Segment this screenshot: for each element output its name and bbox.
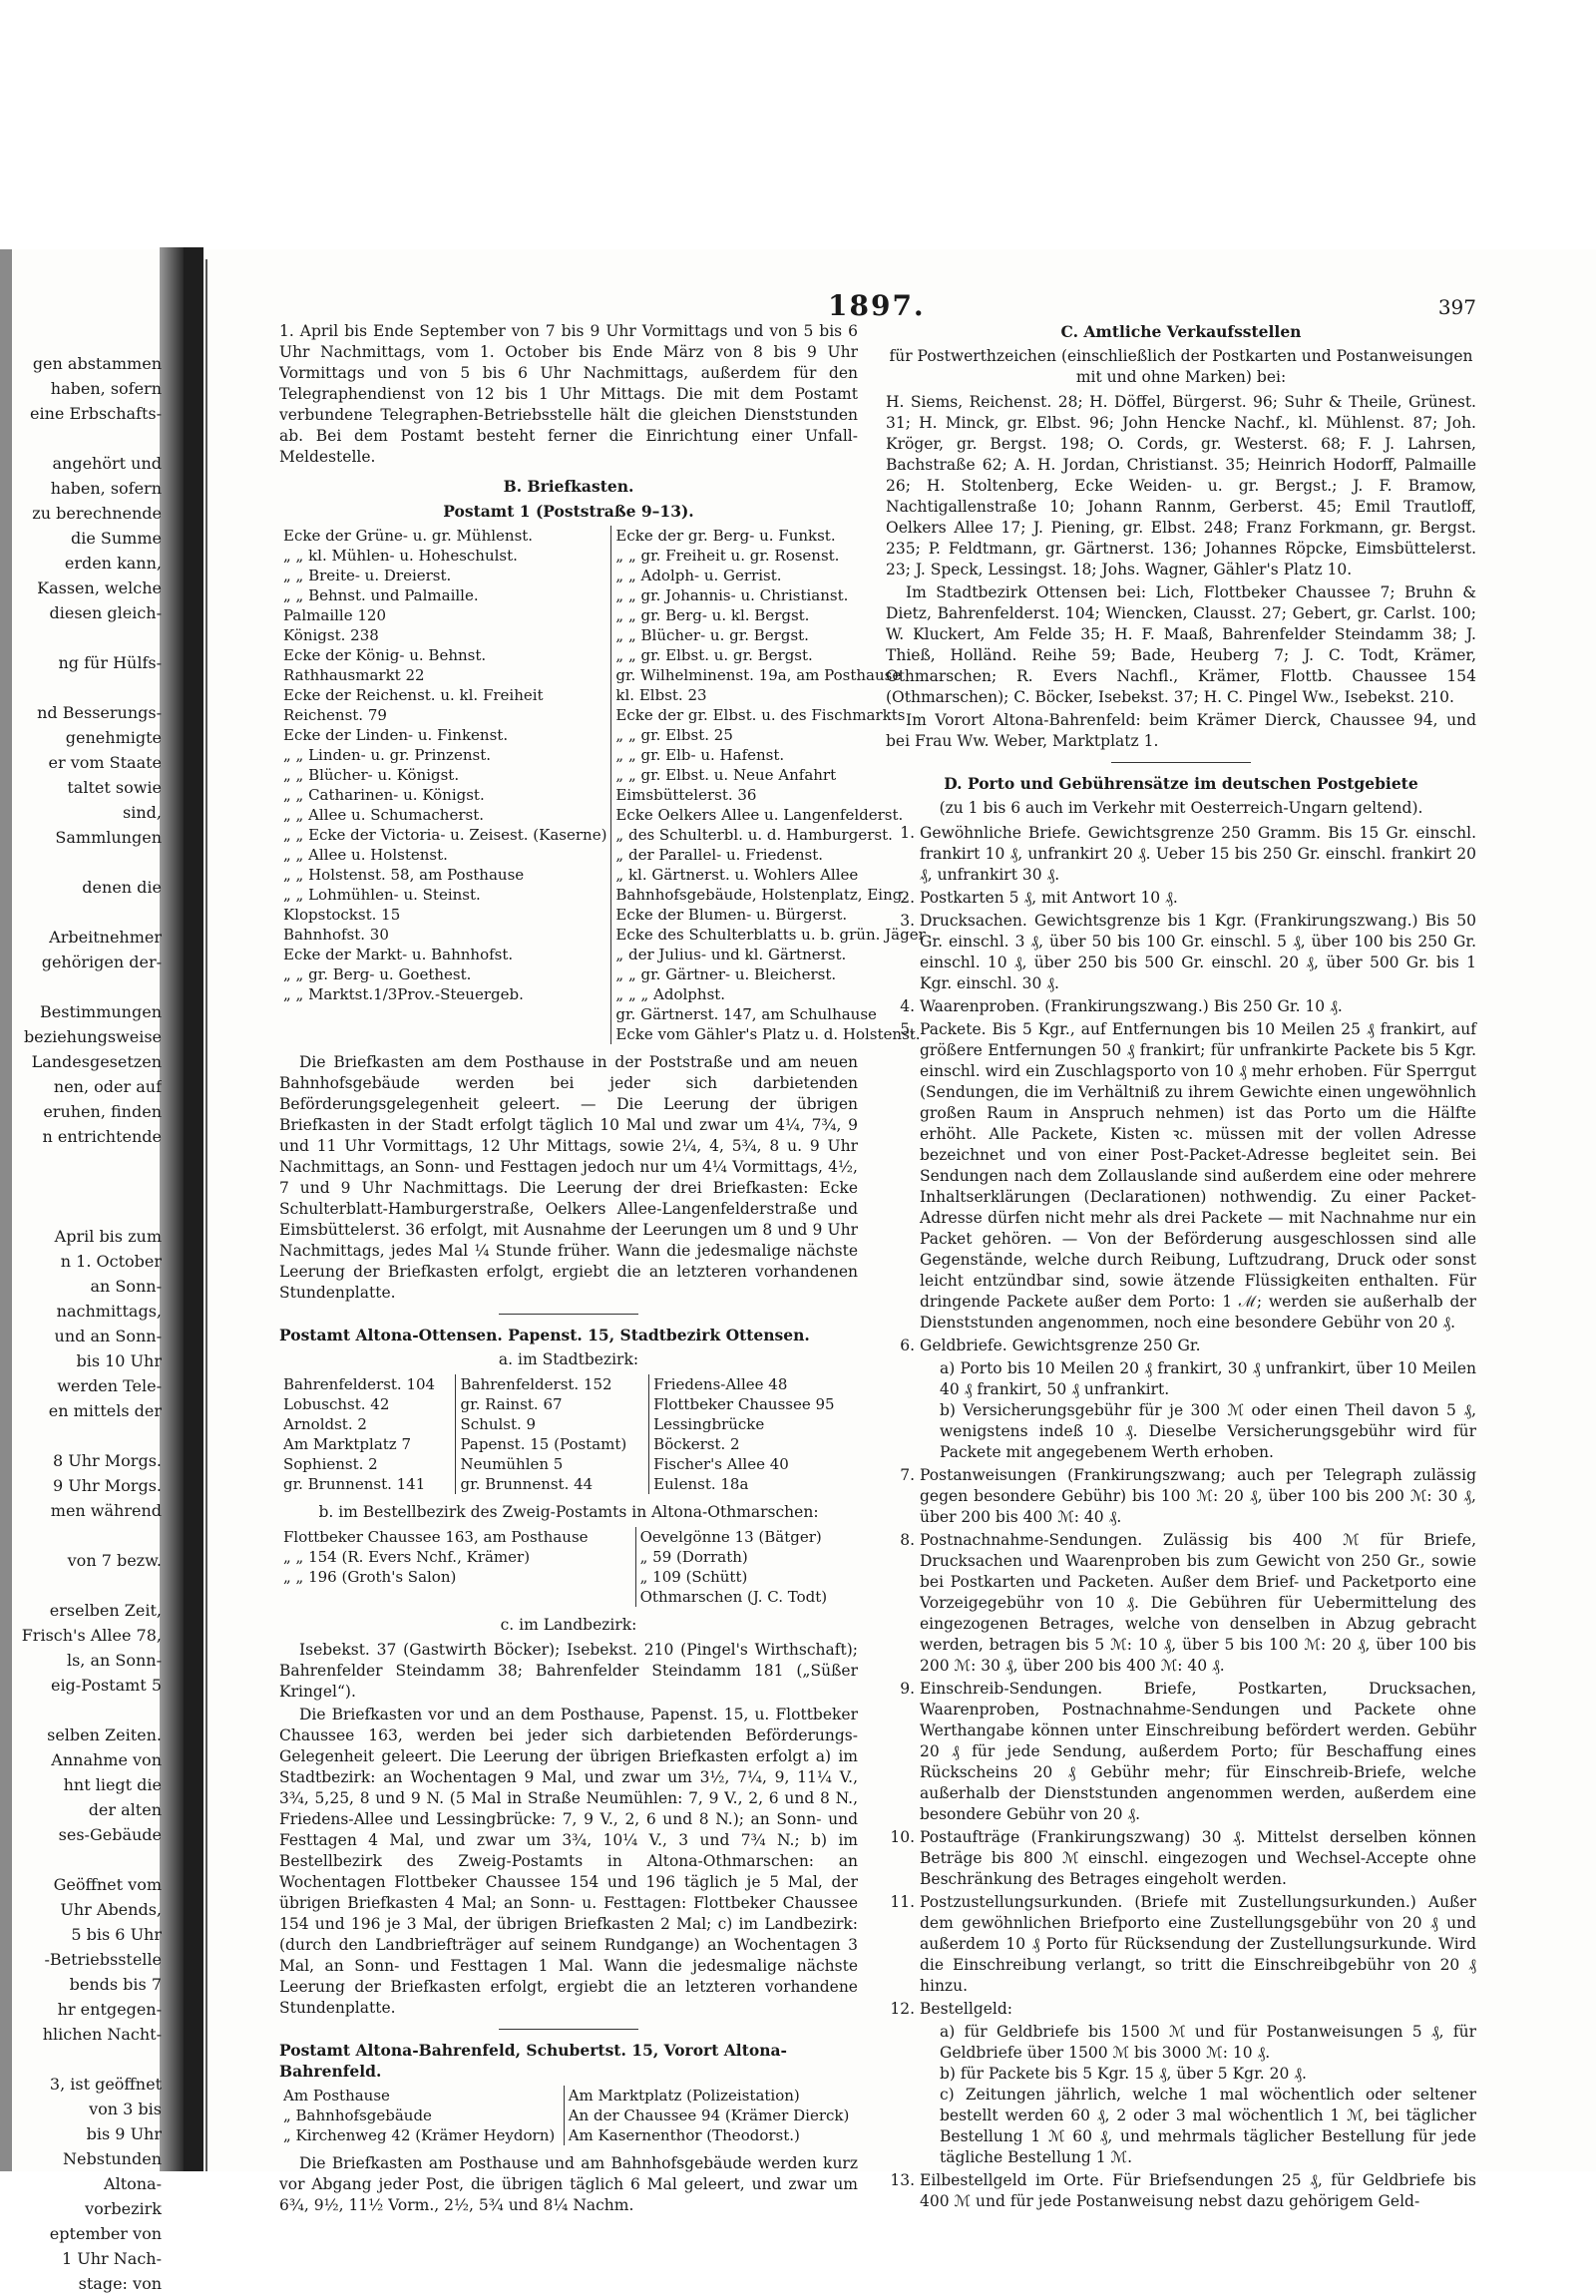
left-page-line — [12, 426, 162, 451]
left-page-line — [12, 1523, 162, 1548]
porto-item — [920, 1679, 1476, 1825]
book-spine-shadow — [160, 247, 184, 2171]
left-page-line: werden Tele- — [57, 1376, 162, 1395]
porto-item-text: 9. Einschreib-Sendungen. Briefe, Postkarten, Drucksachen, Waarenproben, Postnachnahme-Sendungen und Packete ohne Werthangabe können unter Einschreibung befördert werden. Gebühr 20 ₰ für jede Sendung, außerdem Porto; für Beschaffung eines Rückscheins 20 ₰ Gebühr mehr; für Einschreib-Briefe, welche außerhalb der Dienststunden angenommen werden, außerdem eine besondere Gebühr von 20 ₰. — [920, 1680, 1476, 1823]
mailbox-location: „ „ gr. Gärtner- u. Bleicherst. — [615, 965, 837, 983]
mailbox-location: Ecke der König- u. Behnst. — [283, 646, 487, 664]
mailbox-location: „ „ Blücher- u. Königst. — [283, 766, 460, 784]
mailbox-location: Neumühlen 5 — [460, 1455, 564, 1473]
intro-paragraph: 1. April bis Ende September von 7 bis 9 Uhr Vormittags und von 5 bis 6 Uhr Nachmittags, vom 1. October bis Ende März von 8 bis 9 Uhr Vormittags und von 5 bis 6 Uhr Nachmittags, außerdem für den Telegraphendienst von 12 bis 1 Uhr Mittags. Die mit dem Postamt verbundene Telegraphen-Betriebsstelle hält die gleichen Dienststunden ab. Bei dem Postamt besteht ferner die Einrichtung einer Unfall-Meldestelle. — [279, 322, 858, 466]
mailbox-location: gr. Gärtnerst. 147, am Schulhause — [615, 1005, 877, 1023]
mailbox-location: Eimsbüttelerst. 36 — [615, 786, 757, 804]
left-page-line: bis 10 Uhr — [76, 1351, 162, 1370]
mailbox-location: „ „ gr. Elbst. u. Neue Anfahrt — [615, 766, 837, 784]
left-page-line: sind, — [123, 803, 162, 822]
left-page-line: gen abstammen — [32, 354, 162, 373]
mailbox-location: „ „ gr. Elb- u. Hafenst. — [615, 746, 785, 764]
othmarschen-heading: b. im Bestellbezirk des Zweig-Postamts in Altona-Othmarschen: — [318, 1503, 819, 1521]
mailbox-location: gr. Wilhelminenst. 19a, am Posthause — [615, 666, 902, 684]
left-page-line: n 1. October — [60, 1252, 162, 1271]
left-page-line — [12, 675, 162, 700]
porto-item-text: 3. Drucksachen. Gewichtsgrenze bis 1 Kgr. (Frankirungszwang.) Bis 50 Gr. einschl. 3 ₰, über 50 bis 100 Gr. einschl. 5 ₰, über 100 bis 250 Gr. einschl. 10 ₰, über 250 bis 500 Gr. einschl. 20 ₰, über 500 Gr. bis 1 Kgr. einschl. 30 ₰. — [920, 912, 1476, 992]
othmarschen-list-left — [279, 1527, 635, 1607]
section-c-subheading: für Postwerthzeichen (einschließlich der Postkarten und Postanweisungen mit und ohne Marken) bei: — [889, 347, 1473, 386]
porto-item — [920, 1999, 1476, 2168]
porto-item-text: 11. Postzustellungsurkunden. (Briefe mit Zustellungsurkunden.) Außer dem gewöhnlichen Briefporto eine Zustellungsgebühr von 20 ₰ und außerdem 10 ₰ Porto für Rücksendung der Zustellungsurkunde. Wird die Einschreibung verlangt, so tritt die Einschreibgebühr von 20 ₰ hinzu. — [920, 1893, 1476, 1995]
leerung-paragraph-3: Die Briefkasten am Posthause und am Bahnhofsgebäude werden kurz vor Abgang jeder Post, die übrigen täglich 6 Mal geleert, und zwar um 6¾, 9½, 11½ Vorm., 2½, 5¾ und 8¼ Nachm. — [279, 2154, 858, 2214]
mailbox-location: „ „ kl. Mühlen- u. Hoheschulst. — [283, 547, 518, 565]
mailbox-location: „ „ Linden- u. gr. Prinzenst. — [283, 746, 491, 764]
mailbox-location: Sophienst. 2 — [283, 1455, 378, 1473]
left-page-line: vorbezirk — [85, 2199, 162, 2218]
mailbox-location: „ 109 (Schütt) — [639, 1568, 748, 1586]
page-year: 1897. — [828, 289, 926, 322]
left-page-line: nachmittags, — [56, 1302, 162, 1321]
left-page-line: haben, sofern — [50, 379, 162, 398]
left-page-line: ls, an Sonn- — [66, 1651, 162, 1670]
verkauf-ottensen: Im Stadtbezirk Ottensen bei: Lich, Flottbeker Chaussee 7; Bruhn & Dietz, Bahrenfelderst. 104; Wiencken, Clausst. 27; Gebert, gr. Carlst. 100; W. Kluckert, Am Felde 35; H. F. Maaß, Bahrenfelder Steindamm 38; J. Thieß, Holländ. Reihe 59; Bade, Heuberg 7; J. C. Todt, Krämer, Othmarschen; R. Evers Nachfl., Krämer, Flottb. Chaussee 154 (Othmarschen); C. Böcker, Isebekst. 37; H. C. Pingel Ww., Isebekst. 210. — [886, 583, 1476, 706]
verkauf-altona: H. Siems, Reichenst. 28; H. Döffel, Bürgerst. 96; Suhr & Theile, Grünest. 31; H. Minck, gr. Elbst. 96; John Hencke Nachf., kl. Mühlenst. 87; Joh. Kröger, gr. Bergst. 198; O. Cords, gr. Westerst. 68; F. J. Lahrsen, Bachstraße 62; A. H. Jordan, Christianst. 35; Heinrich Hodorff, Palmaille 26; H. Stoltenberg, Ecke Weiden- u. gr. Bergst.; J. F. Bramow, Nachtigallenstraße 10; Johann Rannm, Gerberst. 45; Emil Trautloff, Oelkers Allee 17; J. Piening, gr. Elbst. 248; Franz Forkmann, gr. Bergst. 235; P. Feldtmann, gr. Gärtnerst. 136; Johannes Röpcke, Eimsbüttelerst. 23; J. Speck, Lessingst. 18; Johs. Wagner, Gähler's Platz 10. — [886, 393, 1476, 578]
mailbox-location: Oevelgönne 13 (Bätger) — [639, 1528, 822, 1546]
left-page-line: eptember von — [49, 2224, 162, 2243]
mailbox-location: Am Marktplatz 7 — [283, 1435, 411, 1453]
mailbox-location: Königst. 238 — [283, 626, 379, 644]
bahrenfeld-mailboxes — [279, 2086, 858, 2145]
mailbox-location: Arnoldst. 2 — [283, 1415, 367, 1433]
porto-item-text: 13. Eilbestellgeld im Orte. Für Briefsendungen 25 ₰, für Geldbriefe bis 400 ℳ und für jede Postanweisung nebst dazu gehörigem Geld- — [920, 2171, 1476, 2210]
left-page-line: er vom Staate — [48, 753, 162, 772]
left-page-line: Uhr Abends, — [60, 1900, 162, 1919]
mailbox-location: „ „ 196 (Groth's Salon) — [283, 1568, 457, 1586]
mailbox-location: Fischer's Allee 40 — [653, 1455, 789, 1473]
porto-item — [920, 1827, 1476, 1890]
mailbox-location: „ „ Ecke der Victoria- u. Zeisest. (Kaserne) — [283, 826, 607, 844]
mailbox-location: „ „ „ Adolphst. — [615, 985, 726, 1003]
ottensen-mailboxes — [279, 1374, 858, 1494]
postamt-1-list-left — [279, 526, 611, 1044]
left-page-line: 5 bis 6 Uhr — [71, 1925, 162, 1944]
mailbox-location: „ „ gr. Johannis- u. Christianst. — [615, 586, 849, 604]
mailbox-location: Bahnhofsgebäude, Holstenplatz, Eing. — [615, 886, 908, 904]
left-column — [279, 321, 926, 2218]
right-column — [886, 321, 1476, 2216]
porto-item — [920, 996, 1476, 1017]
left-page-line: Annahme von — [51, 1750, 162, 1769]
left-page-line: ses-Gebäude — [58, 1825, 162, 1844]
mailbox-location: Am Posthause — [283, 2087, 390, 2105]
left-page-line: die Summe — [71, 529, 162, 548]
left-page-line: beziehungsweise — [23, 1027, 162, 1046]
postamt-1-list-right — [611, 526, 930, 1044]
left-page-line: hlichen Nacht- — [42, 2025, 162, 2044]
left-page-line: erden kann, — [64, 554, 162, 573]
porto-subitem: b) Versicherungsgebühr für je 300 ℳ oder einen Theil davon 5 ₰, wenigstens indeß 10 ₰. Dieselbe Versicherungsgebühr wird für Packete mit angegebenem Werth erhoben. — [940, 1401, 1476, 1461]
left-page-line: Bestimmungen — [40, 1002, 162, 1021]
left-page-line: haben, sofern — [50, 479, 162, 498]
left-page-line: und an Sonn- — [54, 1327, 162, 1345]
left-page-line — [12, 1199, 162, 1224]
mailbox-location: „ „ gr. Elbst. u. gr. Bergst. — [615, 646, 813, 664]
mailbox-location: Friedens-Allee 48 — [653, 1375, 788, 1393]
left-page-line — [12, 625, 162, 650]
divider — [1111, 762, 1251, 763]
left-page-line: eig-Postamt 5 — [50, 1676, 162, 1695]
postamt-ottensen-heading: Postamt Altona-Ottensen. Papenst. 15, Stadtbezirk Ottensen. — [279, 1326, 810, 1344]
porto-item — [920, 1530, 1476, 1677]
left-page-line — [12, 900, 162, 925]
section-b-heading: B. Briefkasten. — [503, 477, 634, 496]
left-page-line: Altona- — [104, 2174, 162, 2193]
mailbox-location: Eulenst. 18a — [653, 1475, 749, 1493]
leerung-paragraph-2: Die Briefkasten vor und an dem Posthause, Papenst. 15, u. Flottbeker Chaussee 163, werden bei jeder sich darbietenden Beförderungs-Gelegenheit geleert. Die Leerung der übrigen Briefkasten erfolgt a) im Stadtbezirk: an Wochentagen 9 Mal, und zwar um 3½, 7¼, 9, 11¼ V., 3¾, 5,25, 8 und 9 N. (5 Mal in Straße Neumühlen: 7, 9 V., 2, 6 und 8 N., Friedens-Allee und Lessingbrücke: 7, 9 V., 2, 6 und 8 N.); an Sonn- und Festtagen 4 Mal, und zwar um 3¾, 10¼ V., 3 und 7¾ N.; b) im Bestellbezirk des Zweig-Postamts in Altona-Othmarschen: an Wochentagen Flottbeker Chaussee 154 und 196 täglich je 5 Mal, der übrigen Briefkasten 4 Mal; an Sonn- u. Festtagen: Flottbeker Chaussee 154 und 196 je 3 Mal, der übrigen Briefkasten 2 Mal; c) im Landbezirk: (durch den Landbriefträger auf seinem Rundgange) an Wochentagen 3 Mal, an Sonn- und Festtagen 1 Mal. Wann die jedesmalige nächste Leerung der Briefkasten erfolgt, ergiebt die an letzteren vorhandene Stundenplatte. — [279, 1706, 858, 2017]
mailbox-location: Bahrenfelderst. 152 — [460, 1375, 612, 1393]
porto-item — [920, 1336, 1476, 1463]
porto-item — [920, 2170, 1476, 2212]
porto-subitem: a) Porto bis 10 Meilen 20 ₰ frankirt, 30 ₰ unfrankirt, über 10 Meilen 40 ₰ frankirt, 50 ₰ unfrankirt. — [940, 1359, 1476, 1398]
left-page-line — [12, 1573, 162, 1598]
mailbox-location: gr. Brunnenst. 44 — [460, 1475, 594, 1493]
left-page-line: Arbeitnehmer — [49, 928, 162, 947]
page-number: 397 — [1437, 295, 1476, 319]
mailbox-location: Ecke der Reichenst. u. kl. Freiheit — [283, 686, 544, 704]
left-page-line: selben Zeiten. — [47, 1725, 162, 1744]
porto-item — [920, 1892, 1476, 1997]
book-spine — [184, 247, 203, 2171]
mailbox-location: Schulst. 9 — [460, 1415, 537, 1433]
landbezirk-text: Isebekst. 37 (Gastwirth Böcker); Isebekst. 210 (Pingel's Wirthschaft); Bahrenfelder Steindamm 38; Bahrenfelder Steindamm 181 („Süßer Kringel“). — [279, 1641, 858, 1701]
mailbox-location: Ecke der gr. Berg- u. Funkst. — [615, 527, 836, 545]
top-margin — [0, 0, 1596, 249]
mailbox-location: „ „ Blücher- u. gr. Bergst. — [615, 626, 809, 644]
section-d-heading: D. Porto und Gebührensätze im deutschen Postgebiete — [944, 774, 1418, 793]
mailbox-location: „ „ Lohmühlen- u. Steinst. — [283, 886, 481, 904]
mailbox-location: „ „ Catharinen- u. Königst. — [283, 786, 485, 804]
left-page-line: ng für Hülfs- — [58, 653, 162, 672]
left-page-line — [12, 1423, 162, 1448]
left-page-line: Nebstunden — [63, 2149, 162, 2168]
mailbox-location: Ecke der Markt- u. Bahnhofst. — [283, 946, 514, 963]
mailbox-location: Am Marktplatz (Polizeistation) — [568, 2087, 800, 2105]
porto-subitem: c) Zeitungen jährlich, welche 1 mal wöchentlich oder seltener bestellt werden 60 ₰, 2 oder 3 mal wöchentlich 1 ℳ, bei täglicher Bestellung 1 ℳ 60 ₰, und mehrmals täglicher Bestellung für jede tägliche Bestellung 1 ℳ. — [940, 2086, 1476, 2166]
left-page-line: von 7 bezw. — [67, 1551, 162, 1570]
mailbox-location: gr. Brunnenst. 141 — [283, 1475, 426, 1493]
left-page-line: eine Erbschafts- — [30, 404, 162, 423]
divider — [499, 2029, 638, 2030]
left-page-line: en mittels der — [48, 1401, 162, 1420]
mailbox-location: Ecke der Blumen- u. Bürgerst. — [615, 906, 848, 924]
leerung-paragraph-1: Die Briefkasten am dem Posthause in der Poststraße und am neuen Bahnhofsgebäude werden bei jeder sich darbietenden Beförderungsgelegenheit geleert. — Die Leerung der übrigen Briefkasten in der Stadt erfolgt täglich 10 Mal und zwar um 4¼, 7¾, 9 und 11 Uhr Vormittags, 12 Uhr Mittags, sowie 2¼, 4, 5¾, 8 u. 9 Uhr Nachmittags, an Sonn- und Festtagen jedoch nur um 4¼ Vormittags, 4½, 7 und 9 Uhr Nachmittags. Die Leerung der drei Briefkasten: Ecke Schulterblatt-Hamburgerstraße, Oelkers Allee-Langenfelderstraße und Eimsbüttelerst. 36 erfolgt, mit Ausnahme der Leerungen um 8 und 9 Uhr Nachmittags, jedes Mal ¼ Stunde früher. Wann die jedesmalige nächste Leerung der Briefkasten erfolgt, ergiebt die an letzteren vorhandenen Stundenplatte. — [279, 1053, 858, 1302]
left-page-line: 8 Uhr Morgs. — [53, 1451, 162, 1470]
mailbox-location: „ der Parallel- u. Friedenst. — [615, 846, 824, 864]
left-page-line: men während — [50, 1501, 162, 1520]
ottensen-list-2 — [456, 1374, 649, 1494]
ottensen-list-3 — [649, 1374, 858, 1494]
left-page-line — [12, 974, 162, 999]
mailbox-location: „ „ gr. Berg- u. kl. Bergst. — [615, 606, 810, 624]
left-page-line: von 3 bis — [89, 2100, 162, 2118]
left-page-line: bends bis 7 — [69, 1975, 162, 1994]
mailbox-location: Ecke der Grüne- u. gr. Mühlenst. — [283, 527, 534, 545]
mailbox-location: „ „ gr. Berg- u. Goethest. — [283, 965, 472, 983]
porto-item — [920, 823, 1476, 886]
left-page-line: der alten — [88, 1800, 162, 1819]
mailbox-location: Ecke vom Gähler's Platz u. d. Holstenst. — [615, 1025, 921, 1043]
left-page-line — [12, 850, 162, 875]
left-page-line — [12, 1149, 162, 1174]
mailbox-location: Rathhausmarkt 22 — [283, 666, 425, 684]
bahrenfeld-list-right — [564, 2086, 858, 2145]
porto-item-text: 4. Waarenproben. (Frankirungszwang.) Bis 250 Gr. 10 ₰. — [920, 997, 1343, 1015]
mailbox-location: „ „ Breite- u. Dreierst. — [283, 567, 452, 584]
left-page-line: Kassen, welche — [37, 578, 162, 597]
mailbox-location: Böckerst. 2 — [653, 1435, 740, 1453]
mailbox-location: „ „ Behnst. und Palmaille. — [283, 586, 479, 604]
mailbox-location: „ Kirchenweg 42 (Krämer Heydorn) — [283, 2126, 556, 2144]
book-edge — [0, 249, 12, 2171]
left-page-line: genehmigte — [65, 728, 162, 747]
porto-item-text: 10. Postaufträge (Frankirungszwang) 30 ₰. Mittelst derselben können Beträge bis 800 ℳ einschl. eingezogen und Wechsel-Accepte ohne Beschränkung des Betrages eingeholt werden. — [920, 1828, 1476, 1888]
left-page-line: 3, ist geöffnet — [49, 2075, 162, 2094]
porto-list — [886, 823, 1476, 2212]
porto-subitem: a) für Geldbriefe bis 1500 ℳ und für Postanweisungen 5 ₰, für Geldbriefe über 1500 ℳ bis 3000 ℳ: 10 ₰. — [940, 2023, 1476, 2062]
mailbox-location: Bahrenfelderst. 104 — [283, 1375, 436, 1393]
mailbox-location: „ 59 (Dorrath) — [639, 1548, 748, 1566]
othmarschen-list-right — [635, 1527, 858, 1607]
mailbox-location: „ des Schulterbl. u. d. Hamburgerst. — [615, 826, 893, 844]
porto-item-text: 7. Postanweisungen (Frankirungszwang; auch per Telegraph zulässig gegen besondere Gebühr) bis 100 ℳ: 20 ₰, über 100 bis 200 ℳ: 30 ₰, über 200 bis 400 ℳ: 40 ₰. — [920, 1466, 1476, 1526]
left-page-line: angehört und — [52, 454, 162, 473]
left-page-line: denen die — [82, 878, 162, 897]
divider — [499, 1314, 638, 1315]
left-page-line: zu berechnende — [32, 504, 162, 523]
left-page-line: April bis zum — [54, 1227, 162, 1246]
porto-item — [920, 1019, 1476, 1334]
mailbox-location: Ecke der Linden- u. Finkenst. — [283, 726, 509, 744]
section-c-heading: C. Amtliche Verkaufsstellen — [1060, 322, 1302, 341]
porto-item-text: 2. Postkarten 5 ₰, mit Antwort 10 ₰. — [920, 889, 1178, 907]
left-page-line: gehörigen der- — [41, 953, 162, 971]
left-page-line: n entrichtende — [42, 1127, 162, 1146]
section-d-subheading: (zu 1 bis 6 auch im Verkehr mit Oesterreich-Ungarn geltend). — [939, 799, 1423, 817]
porto-subitem: b) für Packete bis 5 Kgr. 15 ₰, über 5 Kgr. 20 ₰. — [940, 2065, 1307, 2083]
mailbox-location: kl. Elbst. 23 — [615, 686, 707, 704]
left-page-line: erselben Zeit, — [49, 1601, 162, 1620]
porto-item-text: 5. Packete. Bis 5 Kgr., auf Entfernungen bis 10 Meilen 25 ₰ frankirt, auf größere Entfernungen 50 ₰ frankirt; für unfrankirte Packete bis 5 Kgr. einschl. wird ein Zuschlagsporto von 10 ₰ mehr erhoben. Für Sperrgut (Sendungen, die im Verhältniß zu ihrem Gewichte einen ungewöhnlich großen Raum in Anspruch nehmen) ist das Porto um die Hälfte erhöht. Alle Packete, Kisten ꝛc. müssen mit der vollen Adresse bezeichnet und von einer Post-Packet-Adresse begleitet sein. Bei Sendungen nach dem Zollauslande sind außerdem eine oder mehrere Inhaltserklärungen (Declarationen) nothwendig. Zu einer Packet-Adresse dürfen nicht mehr als drei Packete — mit Nachnahme nur ein Packet gehören. — Von der Beförderung ausgeschlossen sind alle Gegenstände, welche durch Reibung, Luftzudrang, Druck oder sonst leicht entzündbar sind, sowie ätzende Flüssigkeiten enthalten. Für dringende Packete außer dem Porto: 1 ℳ; werden sie außerhalb der Dienststunden angenommen, noch eine besondere Gebühr von 20 ₰. — [920, 1020, 1476, 1332]
mailbox-location: Bahnhofst. 30 — [283, 926, 389, 944]
mailbox-location: „ „ Holstenst. 58, am Posthause — [283, 866, 525, 884]
porto-item — [920, 911, 1476, 994]
mailbox-location: Klopstockst. 15 — [283, 906, 401, 924]
mailbox-location: „ kl. Gärtnerst. u. Wohlers Allee — [615, 866, 859, 884]
left-page-line: eruhen, finden — [43, 1102, 162, 1121]
left-page-line — [12, 2047, 162, 2072]
porto-item-text: 1. Gewöhnliche Briefe. Gewichtsgrenze 250 Gramm. Bis 15 Gr. einschl. frankirt 10 ₰, unfrankirt 20 ₰. Ueber 15 bis 250 Gr. einschl. frankirt 20 ₰, unfrankirt 30 ₰. — [920, 824, 1476, 884]
left-page-line: Sammlungen — [55, 828, 162, 847]
othmarschen-mailboxes — [279, 1527, 858, 1607]
verkauf-bahrenfeld: Im Vorort Altona-Bahrenfeld: beim Krämer Dierck, Chaussee 94, und bei Frau Ww. Weber, Marktplatz 1. — [886, 711, 1476, 750]
mailbox-location: Othmarschen (J. C. Todt) — [639, 1588, 828, 1606]
left-page-fragment — [12, 351, 162, 2296]
mailbox-location: „ „ Marktst.1/3Prov.-Steuergeb. — [283, 985, 524, 1003]
left-page-line: -Betriebsstelle — [44, 1950, 162, 1969]
left-page-line: an Sonn- — [90, 1277, 162, 1296]
mailbox-location: gr. Rainst. 67 — [460, 1395, 563, 1413]
mailbox-location: „ „ Allee u. Holstenst. — [283, 846, 448, 864]
left-page-line: 1 Uhr Nach- — [62, 2249, 162, 2268]
mailbox-location: „ „ Adolph- u. Gerrist. — [615, 567, 782, 584]
mailbox-location: „ „ gr. Elbst. 25 — [615, 726, 733, 744]
left-page-line: taltet sowie — [67, 778, 162, 797]
porto-item — [920, 888, 1476, 909]
mailbox-location: Lessingbrücke — [653, 1415, 765, 1433]
left-page-line: hr entgegen- — [57, 2000, 162, 2019]
mailbox-location: Reichenst. 79 — [283, 706, 387, 724]
bahrenfeld-list-left — [279, 2086, 564, 2145]
left-page-line: 9 Uhr Morgs. — [53, 1476, 162, 1495]
left-page-line: hnt liegt die — [63, 1775, 162, 1794]
mailbox-location: „ der Julius- und kl. Gärtnerst. — [615, 946, 847, 963]
right-page — [279, 289, 1476, 2214]
porto-item — [920, 1465, 1476, 1528]
mailbox-location: „ „ 154 (R. Evers Nchf., Krämer) — [283, 1548, 531, 1566]
mailbox-location: Palmaille 120 — [283, 606, 386, 624]
postamt-1-heading: Postamt 1 (Poststraße 9–13). — [443, 502, 694, 521]
mailbox-location: „ „ gr. Freiheit u. gr. Rosenst. — [615, 547, 840, 565]
postamt-1-mailboxes — [279, 526, 930, 1044]
mailbox-location: Flottbeker Chaussee 95 — [653, 1395, 835, 1413]
left-page-line — [12, 1847, 162, 1872]
left-page-line: bis 9 Uhr — [86, 2124, 162, 2143]
mailbox-location: „ „ Allee u. Schumacherst. — [283, 806, 484, 824]
porto-item-text: 6. Geldbriefe. Gewichtsgrenze 250 Gr. — [920, 1337, 1201, 1354]
left-page-line: nen, oder auf — [53, 1077, 162, 1096]
porto-item-text: 8. Postnachnahme-Sendungen. Zulässig bis 400 ℳ für Briefe, Drucksachen und Waarenproben bis zum Gewicht von 250 Gr., sowie bei Postkarten und Packeten. Außer dem Brief- und Packetporto eine Vorzeigegebühr von 10 ₰. Die Gebühren für Uebermittelung des eingezogenen Betrages, welche von denselben in Abzug gebracht werden, betragen bis 5 ℳ: 10 ₰, über 5 bis 100 ℳ: 20 ₰, über 100 bis 200 ℳ: 30 ₰, über 200 bis 400 ℳ: 40 ₰. — [920, 1531, 1476, 1675]
mailbox-location: Lobuschst. 42 — [283, 1395, 390, 1413]
mailbox-location: Ecke Oelkers Allee u. Langenfelderst. — [615, 806, 904, 824]
mailbox-location: Ecke des Schulterblatts u. b. grün. Jäger — [615, 926, 926, 944]
left-page-line: stage: von — [78, 2274, 162, 2293]
left-page-line: Frisch's Allee 78, — [21, 1626, 162, 1645]
porto-item-text: 12. Bestellgeld: — [920, 2000, 1013, 2018]
left-page-line: nd Besserungs- — [37, 703, 162, 722]
stadtbezirk-heading: a. im Stadtbezirk: — [498, 1350, 639, 1368]
left-page-line — [12, 1174, 162, 1199]
left-page-line: Landesgesetzen — [31, 1052, 162, 1071]
mailbox-location: Papenst. 15 (Postamt) — [460, 1435, 627, 1453]
mailbox-location: Flottbeker Chaussee 163, am Posthause — [283, 1528, 589, 1546]
ottensen-list-1 — [279, 1374, 456, 1494]
mailbox-location: Am Kasernenthor (Theodorst.) — [568, 2126, 800, 2144]
postamt-bahrenfeld-heading: Postamt Altona-Bahrenfeld, Schubertst. 15, Vorort Altona-Bahrenfeld. — [279, 2041, 787, 2081]
left-page-line — [12, 1698, 162, 1722]
mailbox-location: An der Chaussee 94 (Krämer Dierck) — [568, 2106, 850, 2124]
mailbox-location: „ Bahnhofsgebäude — [283, 2106, 432, 2124]
left-page-line: diesen gleich- — [49, 603, 162, 622]
landbezirk-heading: c. im Landbezirk: — [500, 1616, 637, 1634]
left-page-line: Geöffnet vom — [53, 1875, 162, 1894]
mailbox-location: Ecke der gr. Elbst. u. des Fischmarkts — [615, 706, 906, 724]
